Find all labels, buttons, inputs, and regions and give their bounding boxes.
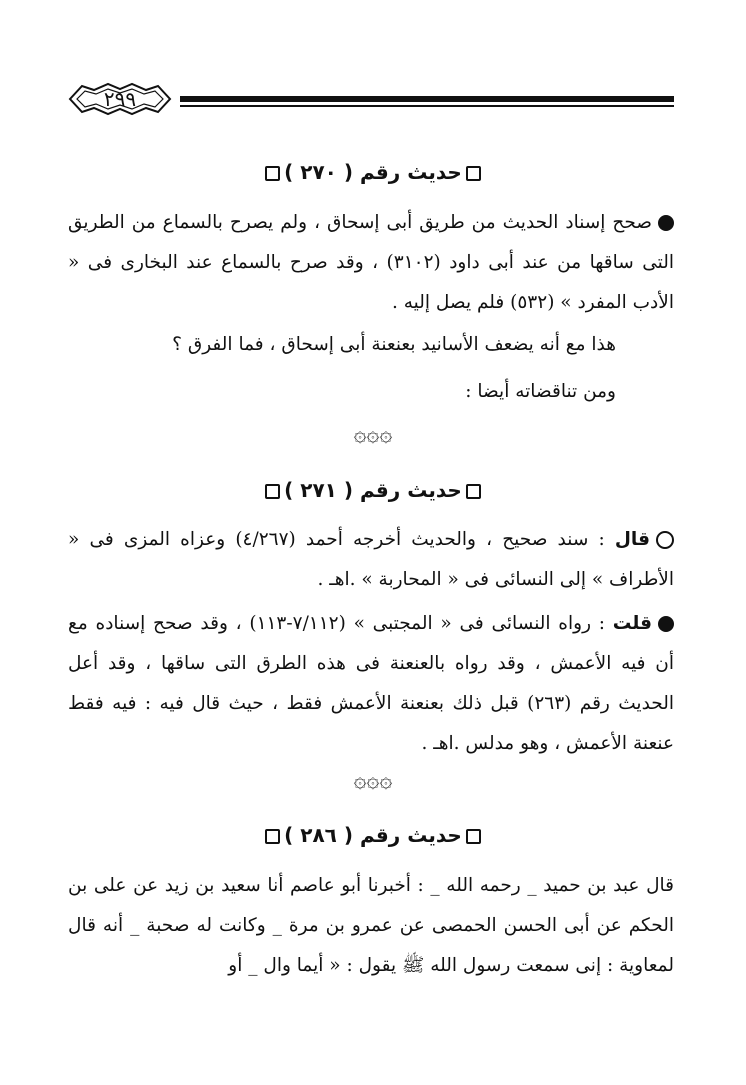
hollow-circle-icon bbox=[656, 531, 674, 549]
ornament-divider: ۞۞۞ bbox=[353, 768, 393, 793]
page-header bbox=[68, 78, 674, 120]
section-heading-271: حديث رقم ( ٢٧١ ) bbox=[0, 478, 746, 502]
square-bullet-icon bbox=[265, 829, 280, 844]
filled-circle-icon bbox=[658, 215, 674, 231]
section-heading-286: حديث رقم ( ٢٨٦ ) bbox=[0, 823, 746, 847]
paragraph: قال عبد بن حميد _ رحمه الله _ : أخبرنا أبو عاصم أنا سعيد بن زيد عن على بن الحكم عن أبى الحسن الحمصى عن عمرو بن مرة _ وكانت له صحبة _ أنه قال لمعاوية : إنى سمعت رسول الله ﷺ يقول : « أيما وال _ أو bbox=[68, 875, 674, 976]
paragraph: ومن تناقضاته أيضا : bbox=[465, 381, 616, 402]
header-rule-thin bbox=[180, 105, 674, 107]
square-bullet-icon bbox=[466, 829, 481, 844]
header-rule-thick bbox=[180, 96, 674, 102]
square-bullet-icon bbox=[265, 166, 280, 181]
paragraph: صحح إسناد الحديث من طريق أبى إسحاق ، ولم يصرح بالسماع من الطريق التى ساقها من عند أبى داود (٣١٠٢) ، وقد صرح بالسماع عند البخارى فى « الأدب المفرد » (٥٣٢) فلم يصل إليه . bbox=[68, 212, 674, 313]
page-number: ٢٩٩ bbox=[103, 87, 137, 111]
square-bullet-icon bbox=[265, 484, 280, 499]
square-bullet-icon bbox=[466, 166, 481, 181]
paragraph: قلت : رواه النسائى فى « المجتبى » (٧/١١٢-١١٣) ، وقد صحح إسناده مع أن فيه الأعمش ، وقد رواه بالعنعنة فى هذه الطرق التى ساقها ، وقد أعل الحديث رقم (٢٦٣) قبل ذلك بعنعنة الأعمش فقط ، حيث قال فيه : فيه فقط عنعنة الأعمش ، وهو مدلس .اهـ . bbox=[68, 613, 674, 754]
section-heading-270: حديث رقم ( ٢٧٠ ) bbox=[0, 160, 746, 184]
page-number-badge bbox=[68, 82, 172, 116]
paragraph: هذا مع أنه يضعف الأسانيد بعنعنة أبى إسحاق ، فما الفرق ؟ bbox=[172, 334, 616, 355]
filled-circle-icon bbox=[658, 616, 674, 632]
ornament-divider: ۞۞۞ bbox=[353, 422, 393, 447]
square-bullet-icon bbox=[466, 484, 481, 499]
paragraph: قال : سند صحيح ، والحديث أخرجه أحمد (٤/٢٦٧) وعزاه المزى فى « الأطراف » إلى النسائى فى « المحاربة » .اهـ . bbox=[68, 529, 674, 590]
